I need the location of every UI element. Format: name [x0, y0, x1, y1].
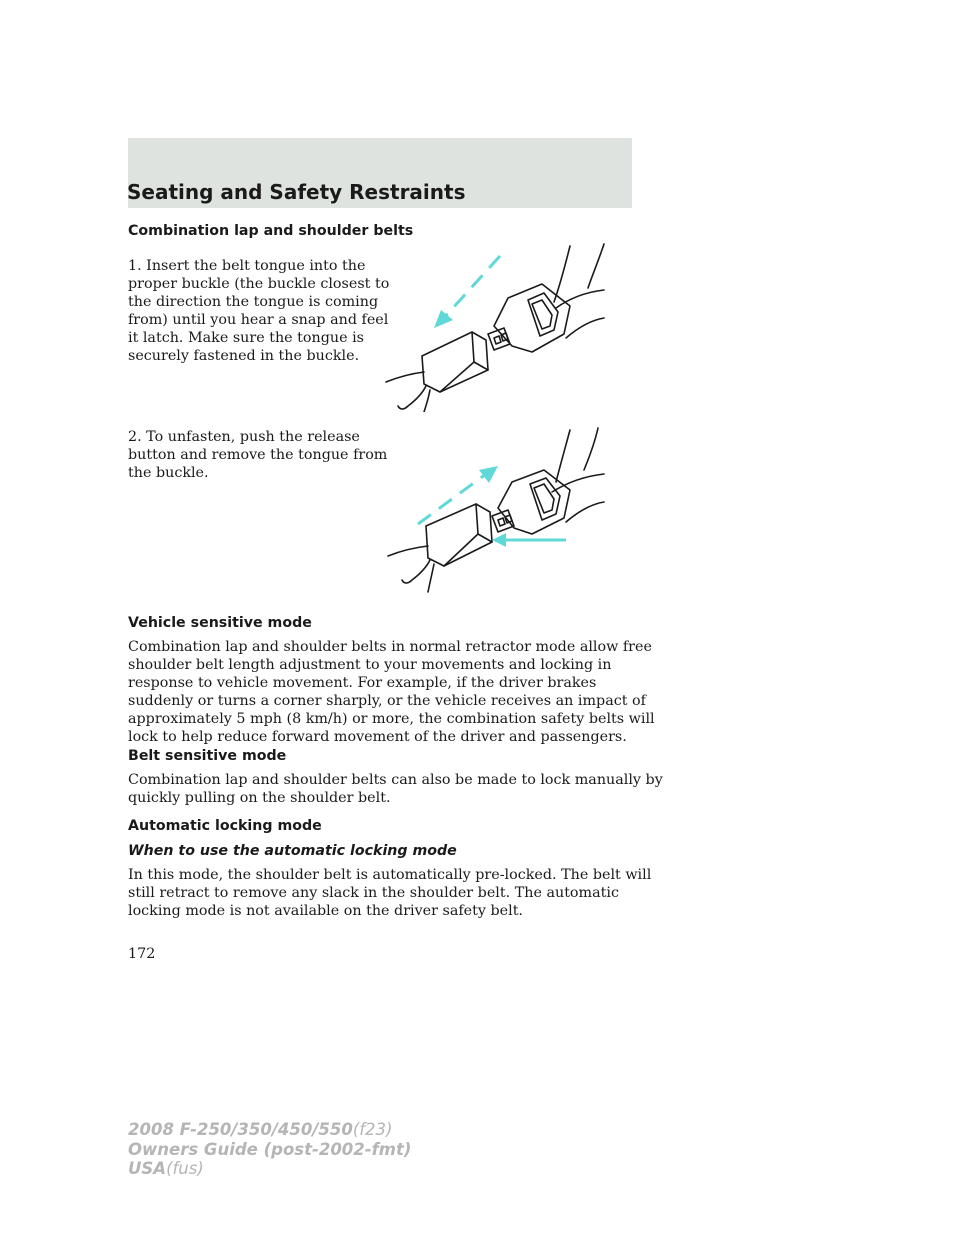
shoulder-belt-edge: [584, 428, 598, 470]
step1-text: [128, 257, 389, 365]
step2-line: 2. To unfasten, push the release: [128, 429, 360, 445]
section-title: Seating and Safety Restraints: [127, 180, 466, 204]
insert-arrow-head: [434, 310, 453, 328]
paragraph-line: approximately 5 mph (8 km/h) or more, the combination safety belts will: [128, 711, 655, 727]
shoulder-belt-edge: [588, 244, 604, 288]
step1-line: proper buckle (the buckle closest to: [128, 276, 390, 292]
footer-model: 2008 F-250/350/450/550: [128, 1120, 353, 1139]
step1-line: it latch. Make sure the tongue is: [128, 330, 365, 346]
step1-line: 1. Insert the belt tongue into the: [128, 258, 366, 274]
step1-line: securely fastened in the buckle.: [128, 348, 360, 364]
tongue-webbing: [388, 546, 428, 556]
buckle-insert-illustration: [382, 240, 608, 412]
paragraph-line: lock to help reduce forward movement of the driver and passengers.: [128, 729, 627, 745]
paragraph-line: suddenly or turns a corner sharply, or the vehicle receives an impact of: [128, 693, 646, 709]
remove-direction-arrow: [418, 474, 486, 524]
buckle-release-button: [528, 293, 558, 336]
automatic-locking-text: [128, 866, 651, 920]
belt-tongue: [422, 332, 488, 392]
step2-line: button and remove the tongue from: [128, 447, 388, 463]
lap-belt-edge: [566, 502, 604, 522]
paragraph-line: shoulder belt length adjustment to your movements and locking in: [128, 657, 612, 673]
belt-sensitive-text: [128, 771, 663, 807]
heading-combination-belts: Combination lap and shoulder belts: [128, 223, 414, 239]
footer-guide: Owners Guide (post-2002-fmt): [128, 1139, 412, 1159]
paragraph-line: quickly pulling on the shoulder belt.: [128, 790, 391, 806]
heading-vehicle-sensitive: Vehicle sensitive mode: [128, 615, 312, 631]
footer-region-code: (fus): [166, 1159, 204, 1178]
push-arrow-head: [492, 533, 506, 547]
footer-model-code: (f23): [352, 1120, 393, 1139]
subheading-when-to-use: When to use the automatic locking mode: [128, 843, 457, 859]
step1-line: from) until you hear a snap and feel: [128, 312, 389, 328]
paragraph-line: Combination lap and shoulder belts in normal retractor mode allow free: [128, 639, 652, 655]
buckle-release-illustration: [382, 426, 608, 600]
document-footer: [128, 1120, 411, 1179]
buckle-body: [494, 284, 570, 352]
page-number: 172: [128, 946, 156, 962]
paragraph-line: Combination lap and shoulder belts can also be made to lock manually by: [128, 772, 663, 788]
paragraph-line: still retract to remove any slack in the shoulder belt. The automatic: [128, 885, 619, 901]
paragraph-line: In this mode, the shoulder belt is automatically pre-locked. The belt will: [128, 867, 652, 883]
tongue-webbing: [386, 372, 424, 382]
remove-arrow-head: [479, 466, 498, 483]
step1-line: the direction the tongue is coming: [128, 294, 379, 310]
heading-automatic-locking: Automatic locking mode: [128, 818, 322, 834]
shoulder-belt-edge: [554, 246, 570, 302]
vehicle-sensitive-text: [128, 638, 655, 746]
paragraph-line: response to vehicle movement. For example, if the driver brakes: [128, 675, 597, 691]
heading-belt-sensitive: Belt sensitive mode: [128, 748, 287, 764]
shoulder-belt-edge: [556, 430, 570, 482]
belt-tongue: [426, 504, 492, 566]
paragraph-line: locking mode is not available on the driver safety belt.: [128, 903, 523, 919]
step2-line: the buckle.: [128, 465, 209, 481]
insert-direction-arrow: [442, 256, 500, 320]
lap-belt-edge: [566, 318, 604, 338]
footer-region: USA: [128, 1159, 167, 1178]
lap-belt-edge: [556, 290, 604, 308]
step2-text: [128, 428, 387, 482]
